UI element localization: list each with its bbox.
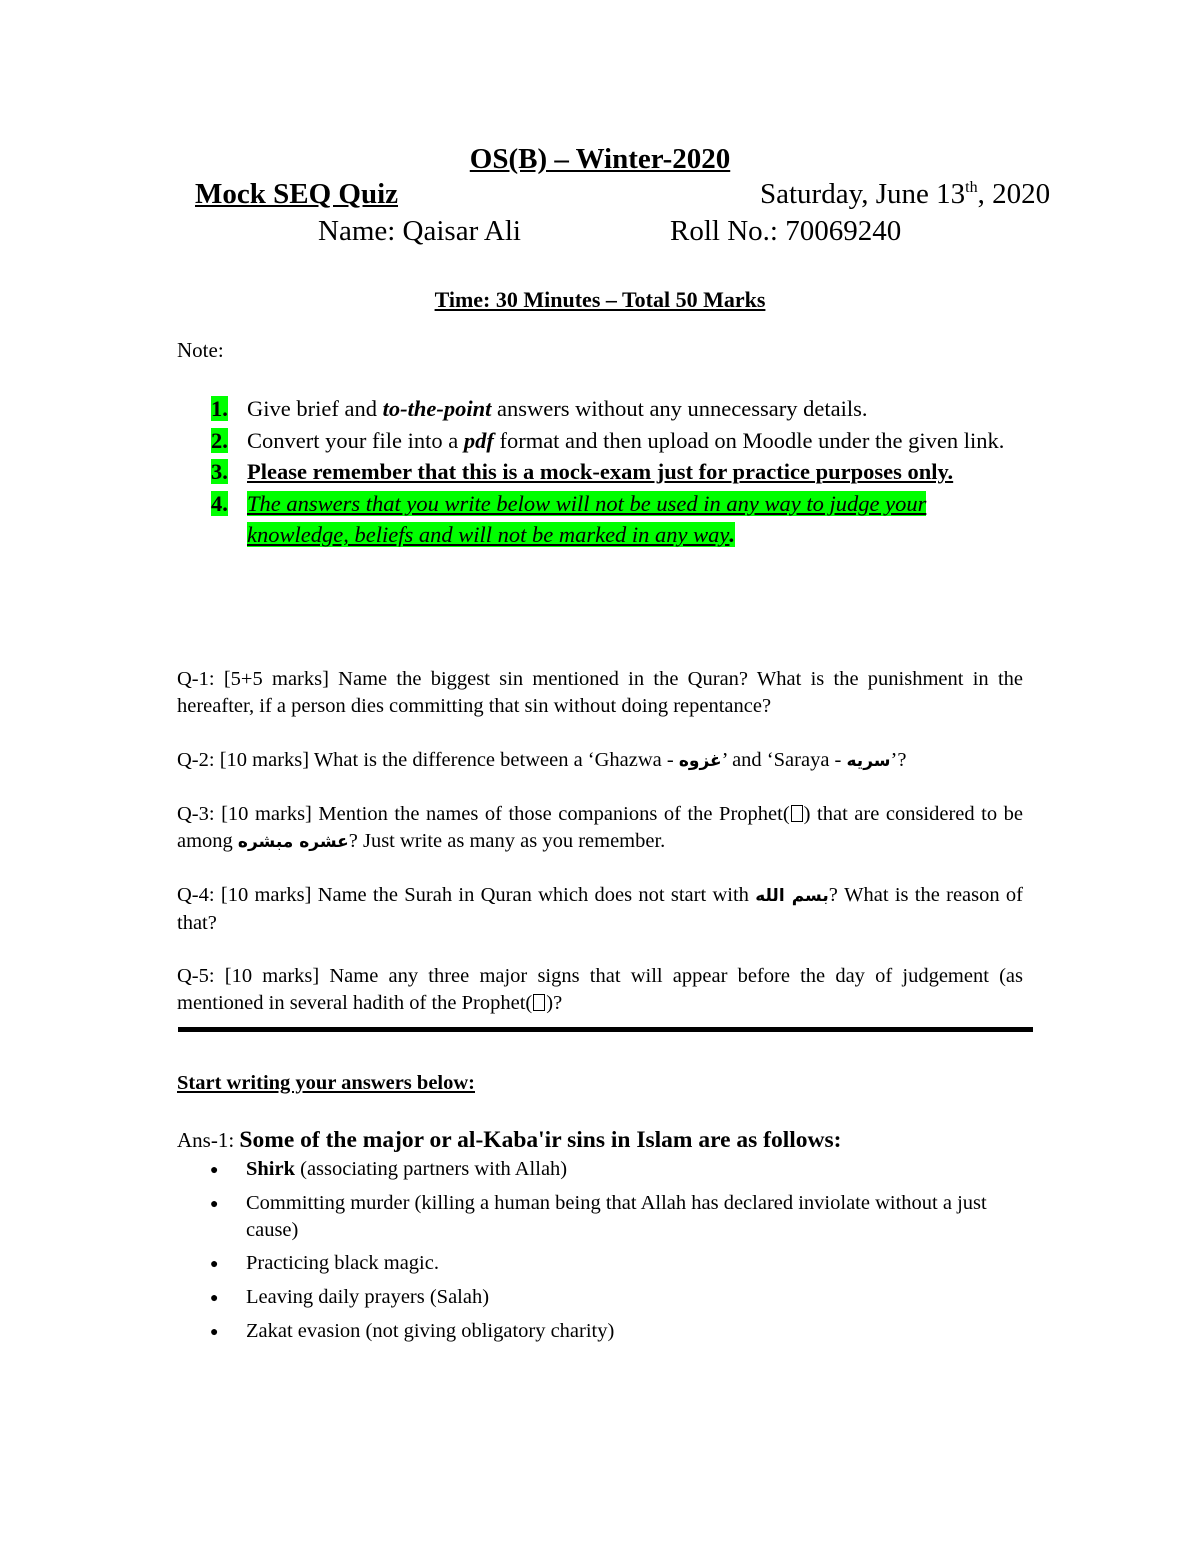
note-text: Convert your file into a xyxy=(247,427,464,453)
bullet-icon: ● xyxy=(210,1163,219,1178)
bullet-icon: ● xyxy=(210,1257,219,1272)
list-item xyxy=(210,1318,1000,1346)
list-item-text: Practicing black magic. xyxy=(246,1252,439,1274)
arabic-term: بسم الله xyxy=(755,886,829,906)
bullet-icon: ● xyxy=(210,1197,219,1212)
date-suffix-sup: th xyxy=(965,179,978,196)
note-item xyxy=(211,393,1023,425)
note-text: The answers that you write below will not be used in any way to judge your knowledge, beliefs and will not be marked in any way xyxy=(247,490,927,547)
date-prefix: Saturday, June 13 xyxy=(760,178,966,210)
question-text: Q-5: [10 marks] Name any three major signs that will appear before the day of judgement (as mentioned in several hadith of the Prophet( xyxy=(177,965,1023,1014)
note-item xyxy=(211,425,1023,457)
roll-number: Roll No.: 70069240 xyxy=(670,215,902,247)
note-period: . xyxy=(729,522,736,547)
question-text: ’ and ‘Saraya - xyxy=(721,749,847,771)
answer-1-heading xyxy=(177,1127,842,1154)
question-5 xyxy=(177,963,1023,1017)
date-year: , 2020 xyxy=(977,178,1051,210)
arabic-term: عشره مبشره xyxy=(237,832,349,852)
list-item-text: Committing murder (killing a human being that Allah has declared inviolate without a just cause) xyxy=(246,1192,987,1241)
answers-heading: Start writing your answers below: xyxy=(177,1072,475,1094)
note-item xyxy=(211,488,1023,551)
question-2 xyxy=(177,747,1023,775)
answer-1-list xyxy=(210,1156,1000,1352)
note-number: 1. xyxy=(211,396,228,421)
student-name: Name: Qaisar Ali xyxy=(318,215,521,247)
note-text: format and then upload on Moodle under the given link. xyxy=(493,427,1005,453)
question-text: ? Just write as many as you remember. xyxy=(348,830,666,852)
note-number: 2. xyxy=(211,427,228,453)
note-number: 4. xyxy=(211,490,228,516)
list-item xyxy=(210,1156,1000,1184)
question-text: Q-2: [10 marks] What is the difference between a ‘Ghazwa - xyxy=(177,749,679,771)
question-text: ) that are considered to be among xyxy=(177,803,1023,852)
note-emphasis: pdf xyxy=(463,427,494,453)
question-text: )? xyxy=(546,992,563,1014)
note-emphasis: to-the-point xyxy=(382,396,492,421)
missing-glyph-icon xyxy=(791,805,803,822)
question-text: ? What is the reason of that? xyxy=(177,884,1023,934)
document-title: OS(B) – Winter-2020 xyxy=(469,143,731,175)
missing-glyph-icon xyxy=(533,994,545,1011)
quiz-date xyxy=(760,178,1050,211)
question-text: Q-3: [10 marks] Mention the names of those companions of the Prophet( xyxy=(177,803,790,825)
bullet-icon: ● xyxy=(210,1325,219,1340)
note-label: Note: xyxy=(177,338,224,362)
list-item xyxy=(210,1250,1000,1278)
note-text: Please remember that this is a mock-exam just for practice purposes only. xyxy=(247,459,954,484)
answer-title: Some of the major or al-Kaba'ir sins in Islam are as follows: xyxy=(239,1127,842,1153)
note-text: Give brief and xyxy=(247,396,383,421)
list-item xyxy=(210,1284,1000,1312)
arabic-term: سریه xyxy=(846,751,891,771)
section-divider xyxy=(178,1027,1033,1032)
list-item-bold: Shirk xyxy=(246,1158,295,1180)
note-item xyxy=(211,456,1023,488)
answer-label: Ans-1: xyxy=(177,1128,240,1152)
question-1: Q-1: [5+5 marks] Name the biggest sin mentioned in the Quran? What is the punishment in the hereafter, if a person dies committing that sin without doing repentance? xyxy=(177,668,1023,717)
note-text: answers without any unnecessary details. xyxy=(491,396,868,421)
arabic-term: غزوه xyxy=(678,751,722,771)
list-item-text: Zakat evasion (not giving obligatory charity) xyxy=(246,1320,615,1342)
question-text: ’? xyxy=(890,749,907,771)
note-number: 3. xyxy=(211,459,228,484)
time-and-marks: Time: 30 Minutes – Total 50 Marks xyxy=(434,287,766,312)
list-item xyxy=(210,1190,1000,1244)
notes-list xyxy=(211,393,1023,551)
list-item-text: Leaving daily prayers (Salah) xyxy=(246,1286,490,1308)
quiz-name: Mock SEQ Quiz xyxy=(195,178,399,210)
question-3 xyxy=(177,801,1023,856)
list-item-text: (associating partners with Allah) xyxy=(295,1158,568,1180)
question-text: Q-4: [10 marks] Name the Surah in Quran which does not start with xyxy=(177,884,756,906)
question-4 xyxy=(177,882,1023,937)
bullet-icon: ● xyxy=(210,1291,219,1306)
